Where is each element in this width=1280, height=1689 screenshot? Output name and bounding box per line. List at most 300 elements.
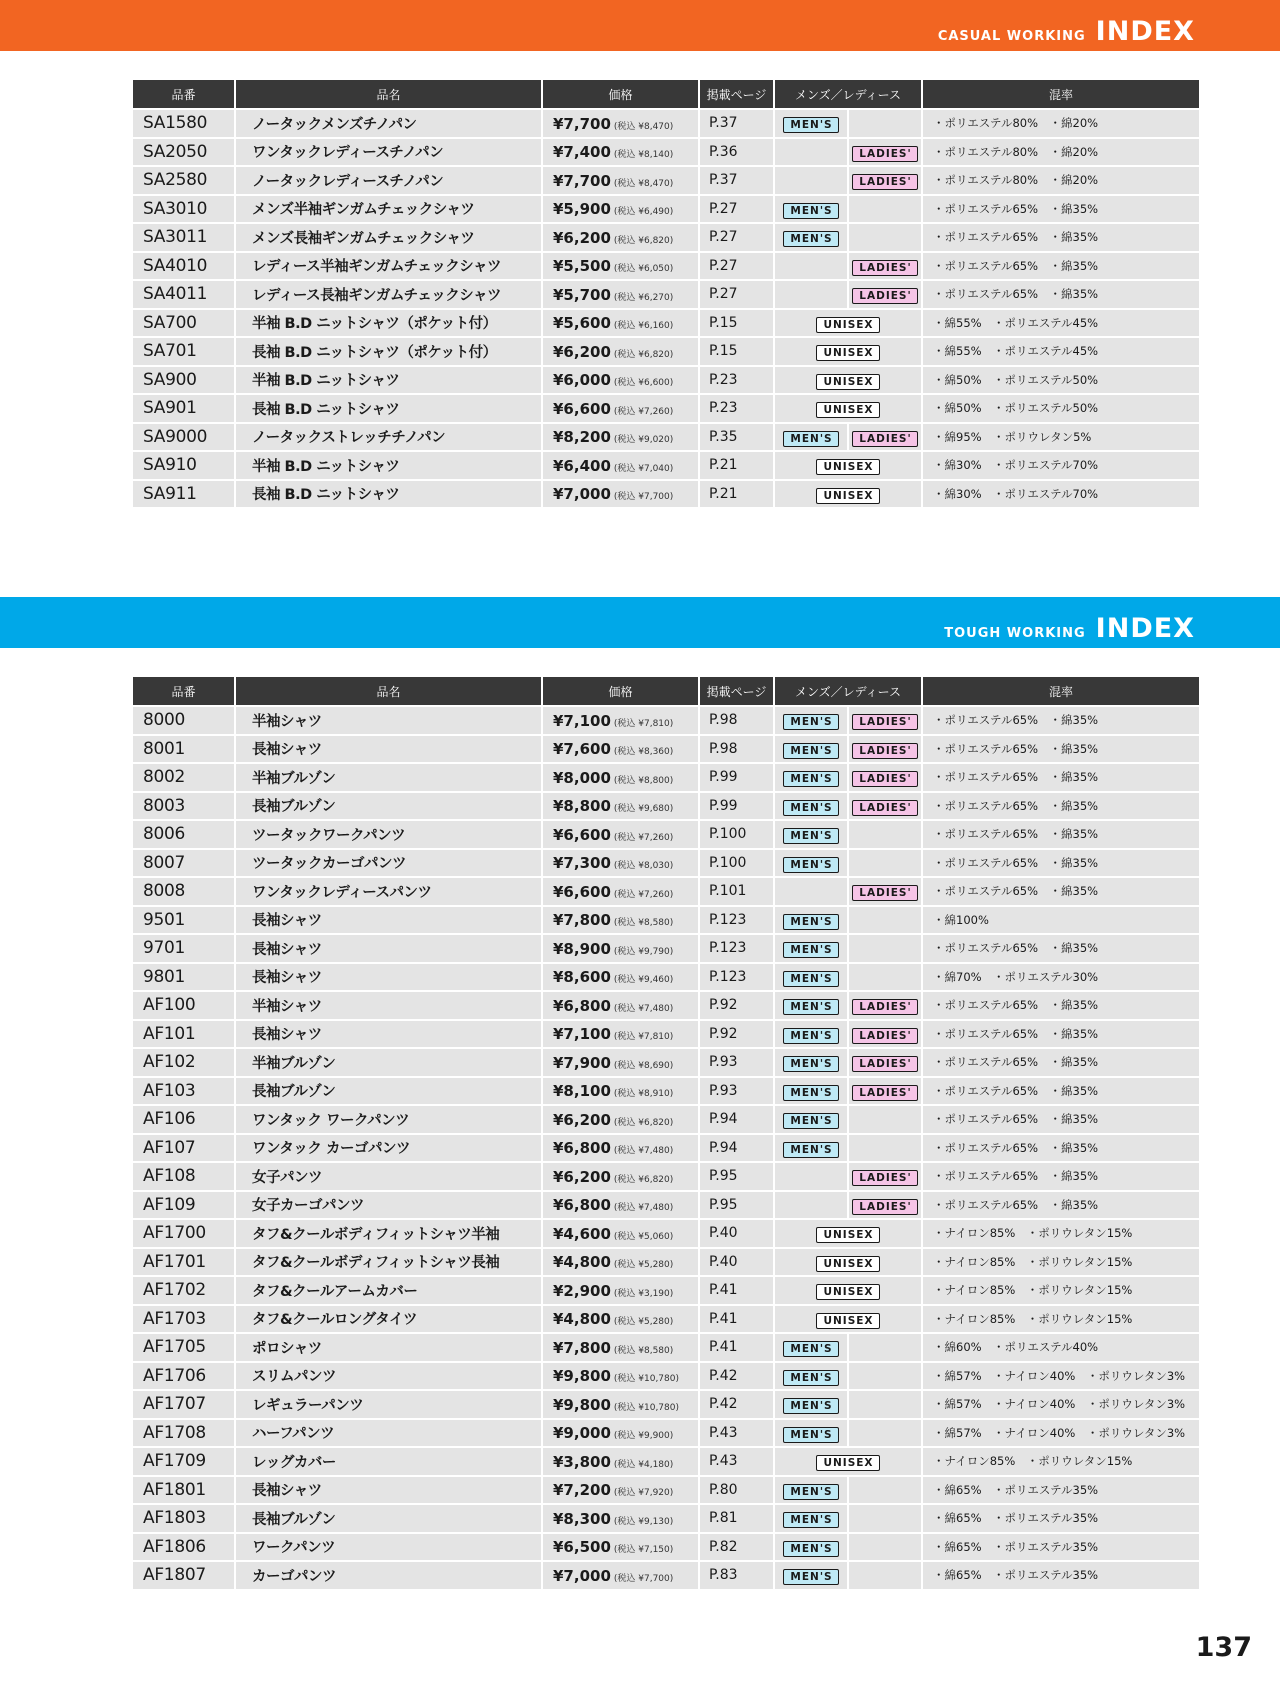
item-page: P.93 <box>700 1078 773 1105</box>
item-fabric-mix: ・綿65% ・ポリエステル35% <box>923 1477 1199 1504</box>
item-page: P.41 <box>700 1306 773 1333</box>
item-price-tax-included: (税込 ¥5,060) <box>613 1231 674 1242</box>
item-price-tax-included: (税込 ¥6,050) <box>613 264 674 275</box>
gender-cell-mens <box>775 253 847 280</box>
item-price-tax-included: (税込 ¥6,820) <box>613 1174 674 1185</box>
item-price: ¥6,400 <box>553 456 611 475</box>
item-code: 9701 <box>133 935 234 962</box>
item-name: カーゴパンツ <box>236 1562 541 1589</box>
item-fabric-mix: ・ポリエステル65% ・綿35% <box>923 878 1199 905</box>
table-row <box>133 481 1199 508</box>
table-row <box>133 736 1199 763</box>
gender-cell <box>775 1306 921 1333</box>
unisex-badge: UNISEX <box>816 1227 879 1243</box>
mens-badge: MEN'S <box>783 1142 838 1158</box>
ladies-badge: LADIES' <box>852 771 917 787</box>
item-price-cell <box>543 452 698 479</box>
item-price-tax-included: (税込 ¥7,480) <box>613 1203 674 1214</box>
item-page: P.99 <box>700 764 773 791</box>
item-fabric-mix: ・綿60% ・ポリエステル40% <box>923 1334 1199 1361</box>
gender-cell-mens <box>775 281 847 308</box>
item-price-tax-included: (税込 ¥8,470) <box>613 178 674 189</box>
mens-badge: MEN'S <box>783 1398 838 1414</box>
table-row <box>133 1249 1199 1276</box>
casual-header-subtitle: CASUAL WORKING <box>937 29 1086 44</box>
item-price: ¥7,900 <box>553 1053 611 1072</box>
table-row <box>133 1534 1199 1561</box>
item-price-tax-included: (税込 ¥8,580) <box>613 918 674 929</box>
item-code: AF1708 <box>133 1420 234 1447</box>
gender-cell-mens <box>775 964 847 991</box>
item-code: AF1700 <box>133 1220 234 1247</box>
item-price-tax-included: (税込 ¥8,470) <box>613 121 674 132</box>
item-page: P.99 <box>700 793 773 820</box>
item-code: AF107 <box>133 1135 234 1162</box>
item-code: SA9000 <box>133 424 234 451</box>
item-price-tax-included: (税込 ¥8,800) <box>613 775 674 786</box>
item-price-cell <box>543 1505 698 1532</box>
item-price-cell <box>543 395 698 422</box>
item-code: AF1703 <box>133 1306 234 1333</box>
col-header-code: 品番 <box>133 80 234 108</box>
item-name: ハーフパンツ <box>236 1420 541 1447</box>
gender-cell-ladies <box>849 1420 921 1447</box>
item-fabric-mix: ・綿55% ・ポリエステル45% <box>923 338 1199 365</box>
item-code: SA3011 <box>133 224 234 251</box>
item-price-cell <box>543 1220 698 1247</box>
item-price-tax-included: (税込 ¥8,360) <box>613 747 674 758</box>
item-fabric-mix: ・綿30% ・ポリエステル70% <box>923 481 1199 508</box>
item-price: ¥6,200 <box>553 342 611 361</box>
mens-badge: MEN'S <box>783 771 838 787</box>
item-price-tax-included: (税込 ¥4,180) <box>613 1459 674 1470</box>
item-price: ¥9,800 <box>553 1395 611 1414</box>
gender-cell-ladies <box>849 1534 921 1561</box>
item-price-cell <box>543 736 698 763</box>
gender-cell-ladies <box>849 1192 921 1219</box>
item-price: ¥7,800 <box>553 911 611 930</box>
item-fabric-mix: ・ポリエステル65% ・綿35% <box>923 1106 1199 1133</box>
gender-cell-ladies <box>849 1334 921 1361</box>
item-price: ¥7,100 <box>553 711 611 730</box>
item-code: 8002 <box>133 764 234 791</box>
gender-cell-ladies <box>849 850 921 877</box>
gender-cell-mens <box>775 793 847 820</box>
gender-cell-mens <box>775 935 847 962</box>
item-price-cell <box>543 1391 698 1418</box>
gender-cell-ladies <box>849 907 921 934</box>
col-header-mix: 混率 <box>923 677 1199 705</box>
item-price: ¥9,000 <box>553 1424 611 1443</box>
gender-cell-ladies <box>849 964 921 991</box>
item-price-cell <box>543 1306 698 1333</box>
gender-cell-mens <box>775 764 847 791</box>
item-price-tax-included: (税込 ¥7,260) <box>613 832 674 843</box>
item-fabric-mix: ・ポリエステル65% ・綿35% <box>923 224 1199 251</box>
item-name: 長袖シャツ <box>236 1021 541 1048</box>
item-name: 長袖ブルゾン <box>236 1078 541 1105</box>
item-price-cell <box>543 850 698 877</box>
table-row <box>133 1334 1199 1361</box>
item-price-tax-included: (税込 ¥7,480) <box>613 1146 674 1157</box>
gender-cell-ladies <box>849 253 921 280</box>
mens-badge: MEN'S <box>783 999 838 1015</box>
gender-cell-mens <box>775 707 847 734</box>
item-page: P.81 <box>700 1505 773 1532</box>
item-name: 長袖 B.D ニットシャツ <box>236 481 541 508</box>
ladies-badge: LADIES' <box>852 1028 917 1044</box>
gender-cell-mens <box>775 1562 847 1589</box>
item-price: ¥5,900 <box>553 200 611 219</box>
ladies-badge: LADIES' <box>852 743 917 759</box>
item-price-cell <box>543 110 698 137</box>
item-name: 長袖シャツ <box>236 964 541 991</box>
col-header-mix: 混率 <box>923 80 1199 108</box>
item-fabric-mix: ・ポリエステル65% ・綿35% <box>923 850 1199 877</box>
item-price: ¥5,700 <box>553 285 611 304</box>
item-price: ¥7,000 <box>553 1566 611 1585</box>
item-price: ¥6,800 <box>553 996 611 1015</box>
item-price-tax-included: (税込 ¥9,790) <box>613 946 674 957</box>
table-row <box>133 821 1199 848</box>
ladies-badge: LADIES' <box>852 431 917 447</box>
item-price-cell <box>543 764 698 791</box>
item-page: P.82 <box>700 1534 773 1561</box>
mens-badge: MEN'S <box>783 117 838 133</box>
item-price-tax-included: (税込 ¥7,810) <box>613 718 674 729</box>
item-page: P.100 <box>700 821 773 848</box>
item-fabric-mix: ・ポリエステル65% ・綿35% <box>923 1021 1199 1048</box>
item-page: P.42 <box>700 1363 773 1390</box>
item-price-cell <box>543 167 698 194</box>
item-price: ¥2,900 <box>553 1281 611 1300</box>
item-price-cell <box>543 1363 698 1390</box>
item-name: メンズ長袖ギンガムチェックシャツ <box>236 224 541 251</box>
item-price: ¥9,800 <box>553 1367 611 1386</box>
gender-cell <box>775 395 921 422</box>
item-fabric-mix: ・綿57% ・ナイロン40% ・ポリウレタン3% <box>923 1391 1199 1418</box>
item-page: P.83 <box>700 1562 773 1589</box>
item-price: ¥6,200 <box>553 1167 611 1186</box>
item-fabric-mix: ・綿30% ・ポリエステル70% <box>923 452 1199 479</box>
item-code: SA4011 <box>133 281 234 308</box>
gender-cell-mens <box>775 1021 847 1048</box>
item-price-cell <box>543 1078 698 1105</box>
gender-cell-ladies <box>849 139 921 166</box>
unisex-badge: UNISEX <box>816 459 879 475</box>
unisex-badge: UNISEX <box>816 1455 879 1471</box>
item-fabric-mix: ・綿70% ・ポリエステル30% <box>923 964 1199 991</box>
item-fabric-mix: ・ポリエステル65% ・綿35% <box>923 1135 1199 1162</box>
item-price-tax-included: (税込 ¥7,260) <box>613 406 674 417</box>
item-price: ¥6,800 <box>553 1196 611 1215</box>
item-page: P.37 <box>700 167 773 194</box>
item-fabric-mix: ・ナイロン85% ・ポリウレタン15% <box>923 1249 1199 1276</box>
item-page: P.41 <box>700 1334 773 1361</box>
gender-cell-mens <box>775 736 847 763</box>
item-name: 長袖シャツ <box>236 935 541 962</box>
tough-header-index: INDEX <box>1095 613 1195 644</box>
table-row <box>133 1448 1199 1475</box>
mens-badge: MEN'S <box>783 971 838 987</box>
item-code: AF1706 <box>133 1363 234 1390</box>
item-name: ノータックメンズチノパン <box>236 110 541 137</box>
item-fabric-mix: ・ポリエステル65% ・綿35% <box>923 253 1199 280</box>
gender-cell-mens <box>775 1477 847 1504</box>
mens-badge: MEN'S <box>783 431 838 447</box>
gender-cell-mens <box>775 110 847 137</box>
item-price: ¥5,600 <box>553 314 611 333</box>
table-row <box>133 1163 1199 1190</box>
item-price-cell <box>543 1021 698 1048</box>
item-price: ¥7,100 <box>553 1025 611 1044</box>
table-row <box>133 310 1199 337</box>
gender-cell-ladies <box>849 1391 921 1418</box>
table-row <box>133 1220 1199 1247</box>
item-price: ¥6,800 <box>553 1139 611 1158</box>
item-price-cell <box>543 424 698 451</box>
item-name: ワンタックレディースパンツ <box>236 878 541 905</box>
item-page: P.27 <box>700 253 773 280</box>
item-name: 半袖 B.D ニットシャツ <box>236 452 541 479</box>
item-price-tax-included: (税込 ¥7,920) <box>613 1488 674 1499</box>
gender-cell-ladies <box>849 167 921 194</box>
item-name: レッグカバー <box>236 1448 541 1475</box>
casual-header-band <box>0 0 1280 51</box>
item-page: P.43 <box>700 1448 773 1475</box>
gender-cell <box>775 1277 921 1304</box>
item-name: タフ&クールロングタイツ <box>236 1306 541 1333</box>
item-price: ¥8,800 <box>553 797 611 816</box>
ladies-badge: LADIES' <box>852 260 917 276</box>
item-code: AF1707 <box>133 1391 234 1418</box>
item-name: 半袖 B.D ニットシャツ <box>236 367 541 394</box>
item-code: AF1709 <box>133 1448 234 1475</box>
col-header-price: 価格 <box>543 677 698 705</box>
item-page: P.41 <box>700 1277 773 1304</box>
item-price-cell <box>543 1420 698 1447</box>
ladies-badge: LADIES' <box>852 288 917 304</box>
gender-cell-ladies <box>849 1163 921 1190</box>
item-fabric-mix: ・ポリエステル65% ・綿35% <box>923 793 1199 820</box>
item-price: ¥6,200 <box>553 228 611 247</box>
item-fabric-mix: ・綿65% ・ポリエステル35% <box>923 1534 1199 1561</box>
item-price: ¥6,600 <box>553 825 611 844</box>
item-price-tax-included: (税込 ¥10,780) <box>613 1402 679 1413</box>
item-price-tax-included: (税込 ¥9,020) <box>613 435 674 446</box>
item-fabric-mix: ・ナイロン85% ・ポリウレタン15% <box>923 1277 1199 1304</box>
item-code: SA700 <box>133 310 234 337</box>
item-name: 女子カーゴパンツ <box>236 1192 541 1219</box>
table-row <box>133 1391 1199 1418</box>
gender-cell-mens <box>775 1505 847 1532</box>
item-price: ¥6,500 <box>553 1538 611 1557</box>
item-price: ¥7,700 <box>553 114 611 133</box>
item-price-tax-included: (税込 ¥7,700) <box>613 492 674 503</box>
table-row <box>133 167 1199 194</box>
table-row <box>133 1505 1199 1532</box>
item-price-cell <box>543 992 698 1019</box>
gender-cell-ladies <box>849 1078 921 1105</box>
mens-badge: MEN'S <box>783 1056 838 1072</box>
item-fabric-mix: ・ポリエステル65% ・綿35% <box>923 707 1199 734</box>
item-code: AF106 <box>133 1106 234 1133</box>
item-fabric-mix: ・綿65% ・ポリエステル35% <box>923 1562 1199 1589</box>
item-price-tax-included: (税込 ¥7,480) <box>613 1003 674 1014</box>
gender-cell <box>775 1220 921 1247</box>
table-row <box>133 110 1199 137</box>
item-price: ¥7,300 <box>553 854 611 873</box>
item-code: 8006 <box>133 821 234 848</box>
item-price: ¥7,200 <box>553 1481 611 1500</box>
item-name: ワンタックレディースチノパン <box>236 139 541 166</box>
item-name: ツータックカーゴパンツ <box>236 850 541 877</box>
item-price-cell <box>543 1277 698 1304</box>
mens-badge: MEN'S <box>783 1569 838 1585</box>
item-price-cell <box>543 139 698 166</box>
item-price-cell <box>543 281 698 308</box>
gender-cell-mens <box>775 1420 847 1447</box>
gender-cell-ladies <box>849 821 921 848</box>
item-code: AF102 <box>133 1049 234 1076</box>
item-price: ¥8,600 <box>553 968 611 987</box>
tough-index-table <box>131 675 1201 1591</box>
item-code: AF109 <box>133 1192 234 1219</box>
item-code: SA911 <box>133 481 234 508</box>
item-fabric-mix: ・ナイロン85% ・ポリウレタン15% <box>923 1448 1199 1475</box>
item-price: ¥5,500 <box>553 257 611 276</box>
casual-header-index: INDEX <box>1095 16 1195 47</box>
item-code: SA910 <box>133 452 234 479</box>
gender-cell-mens <box>775 139 847 166</box>
item-code: 9501 <box>133 907 234 934</box>
gender-cell-ladies <box>849 1106 921 1133</box>
gender-cell-ladies <box>849 424 921 451</box>
gender-cell-ladies <box>849 1021 921 1048</box>
item-page: P.21 <box>700 481 773 508</box>
item-name: 女子パンツ <box>236 1163 541 1190</box>
mens-badge: MEN'S <box>783 942 838 958</box>
tough-header-title <box>944 613 1195 644</box>
col-header-price: 価格 <box>543 80 698 108</box>
item-name: ポロシャツ <box>236 1334 541 1361</box>
table-row <box>133 1078 1199 1105</box>
table-row <box>133 850 1199 877</box>
gender-cell-ladies <box>849 281 921 308</box>
table-row <box>133 907 1199 934</box>
item-fabric-mix: ・ナイロン85% ・ポリウレタン15% <box>923 1220 1199 1247</box>
item-price-tax-included: (税込 ¥9,680) <box>613 804 674 815</box>
item-code: AF1705 <box>133 1334 234 1361</box>
item-price-cell <box>543 1334 698 1361</box>
mens-badge: MEN'S <box>783 231 838 247</box>
item-price: ¥6,600 <box>553 399 611 418</box>
item-fabric-mix: ・綿50% ・ポリエステル50% <box>923 367 1199 394</box>
item-name: ワンタック カーゴパンツ <box>236 1135 541 1162</box>
tough-table-body <box>133 707 1199 1589</box>
item-name: 半袖ブルゾン <box>236 1049 541 1076</box>
table-row <box>133 964 1199 991</box>
item-name: レギュラーパンツ <box>236 1391 541 1418</box>
item-code: AF1702 <box>133 1277 234 1304</box>
item-price-tax-included: (税込 ¥8,690) <box>613 1060 674 1071</box>
item-name: メンズ半袖ギンガムチェックシャツ <box>236 196 541 223</box>
item-price-tax-included: (税込 ¥7,040) <box>613 463 674 474</box>
item-page: P.92 <box>700 1021 773 1048</box>
item-name: ノータックストレッチチノパン <box>236 424 541 451</box>
gender-cell-ladies <box>849 110 921 137</box>
item-name: 半袖シャツ <box>236 707 541 734</box>
item-code: AF108 <box>133 1163 234 1190</box>
mens-badge: MEN'S <box>783 1113 838 1129</box>
item-price: ¥7,600 <box>553 740 611 759</box>
table-row <box>133 424 1199 451</box>
item-name: ツータックワークパンツ <box>236 821 541 848</box>
item-page: P.40 <box>700 1220 773 1247</box>
gender-cell-mens <box>775 1049 847 1076</box>
item-code: AF1701 <box>133 1249 234 1276</box>
ladies-badge: LADIES' <box>852 999 917 1015</box>
item-price-cell <box>543 1192 698 1219</box>
unisex-badge: UNISEX <box>816 488 879 504</box>
unisex-badge: UNISEX <box>816 374 879 390</box>
item-page: P.100 <box>700 850 773 877</box>
table-row <box>133 992 1199 1019</box>
table-row <box>133 1135 1199 1162</box>
mens-badge: MEN'S <box>783 203 838 219</box>
item-price-cell <box>543 310 698 337</box>
item-price: ¥7,000 <box>553 485 611 504</box>
mens-badge: MEN'S <box>783 714 838 730</box>
gender-cell-ladies <box>849 935 921 962</box>
item-page: P.94 <box>700 1106 773 1133</box>
item-code: SA1580 <box>133 110 234 137</box>
item-price-tax-included: (税込 ¥8,910) <box>613 1089 674 1100</box>
gender-cell-mens <box>775 1391 847 1418</box>
item-name: 半袖 B.D ニットシャツ（ポケット付） <box>236 310 541 337</box>
table-row <box>133 1420 1199 1447</box>
item-price-tax-included: (税込 ¥6,820) <box>613 1117 674 1128</box>
page-number: 137 <box>1195 1632 1252 1663</box>
unisex-badge: UNISEX <box>816 402 879 418</box>
item-price-cell <box>543 1106 698 1133</box>
gender-cell-mens <box>775 907 847 934</box>
item-price-cell <box>543 793 698 820</box>
col-header-name: 品名 <box>236 80 541 108</box>
gender-cell-ladies <box>849 1477 921 1504</box>
item-price-cell <box>543 821 698 848</box>
col-header-page: 掲載ページ <box>700 677 773 705</box>
gender-cell-mens <box>775 1135 847 1162</box>
table-row <box>133 764 1199 791</box>
col-header-name: 品名 <box>236 677 541 705</box>
item-price: ¥6,000 <box>553 371 611 390</box>
gender-cell-mens <box>775 1534 847 1561</box>
item-fabric-mix: ・綿95% ・ポリウレタン5% <box>923 424 1199 451</box>
item-page: P.27 <box>700 196 773 223</box>
item-name: レディース長袖ギンガムチェックシャツ <box>236 281 541 308</box>
item-name: 長袖シャツ <box>236 1477 541 1504</box>
item-page: P.27 <box>700 281 773 308</box>
item-price-tax-included: (税込 ¥9,900) <box>613 1431 674 1442</box>
item-fabric-mix: ・ポリエステル65% ・綿35% <box>923 992 1199 1019</box>
item-price: ¥8,300 <box>553 1509 611 1528</box>
item-price-cell <box>543 964 698 991</box>
mens-badge: MEN'S <box>783 857 838 873</box>
item-price-tax-included: (税込 ¥6,820) <box>613 235 674 246</box>
item-price-cell <box>543 224 698 251</box>
table-row <box>133 452 1199 479</box>
